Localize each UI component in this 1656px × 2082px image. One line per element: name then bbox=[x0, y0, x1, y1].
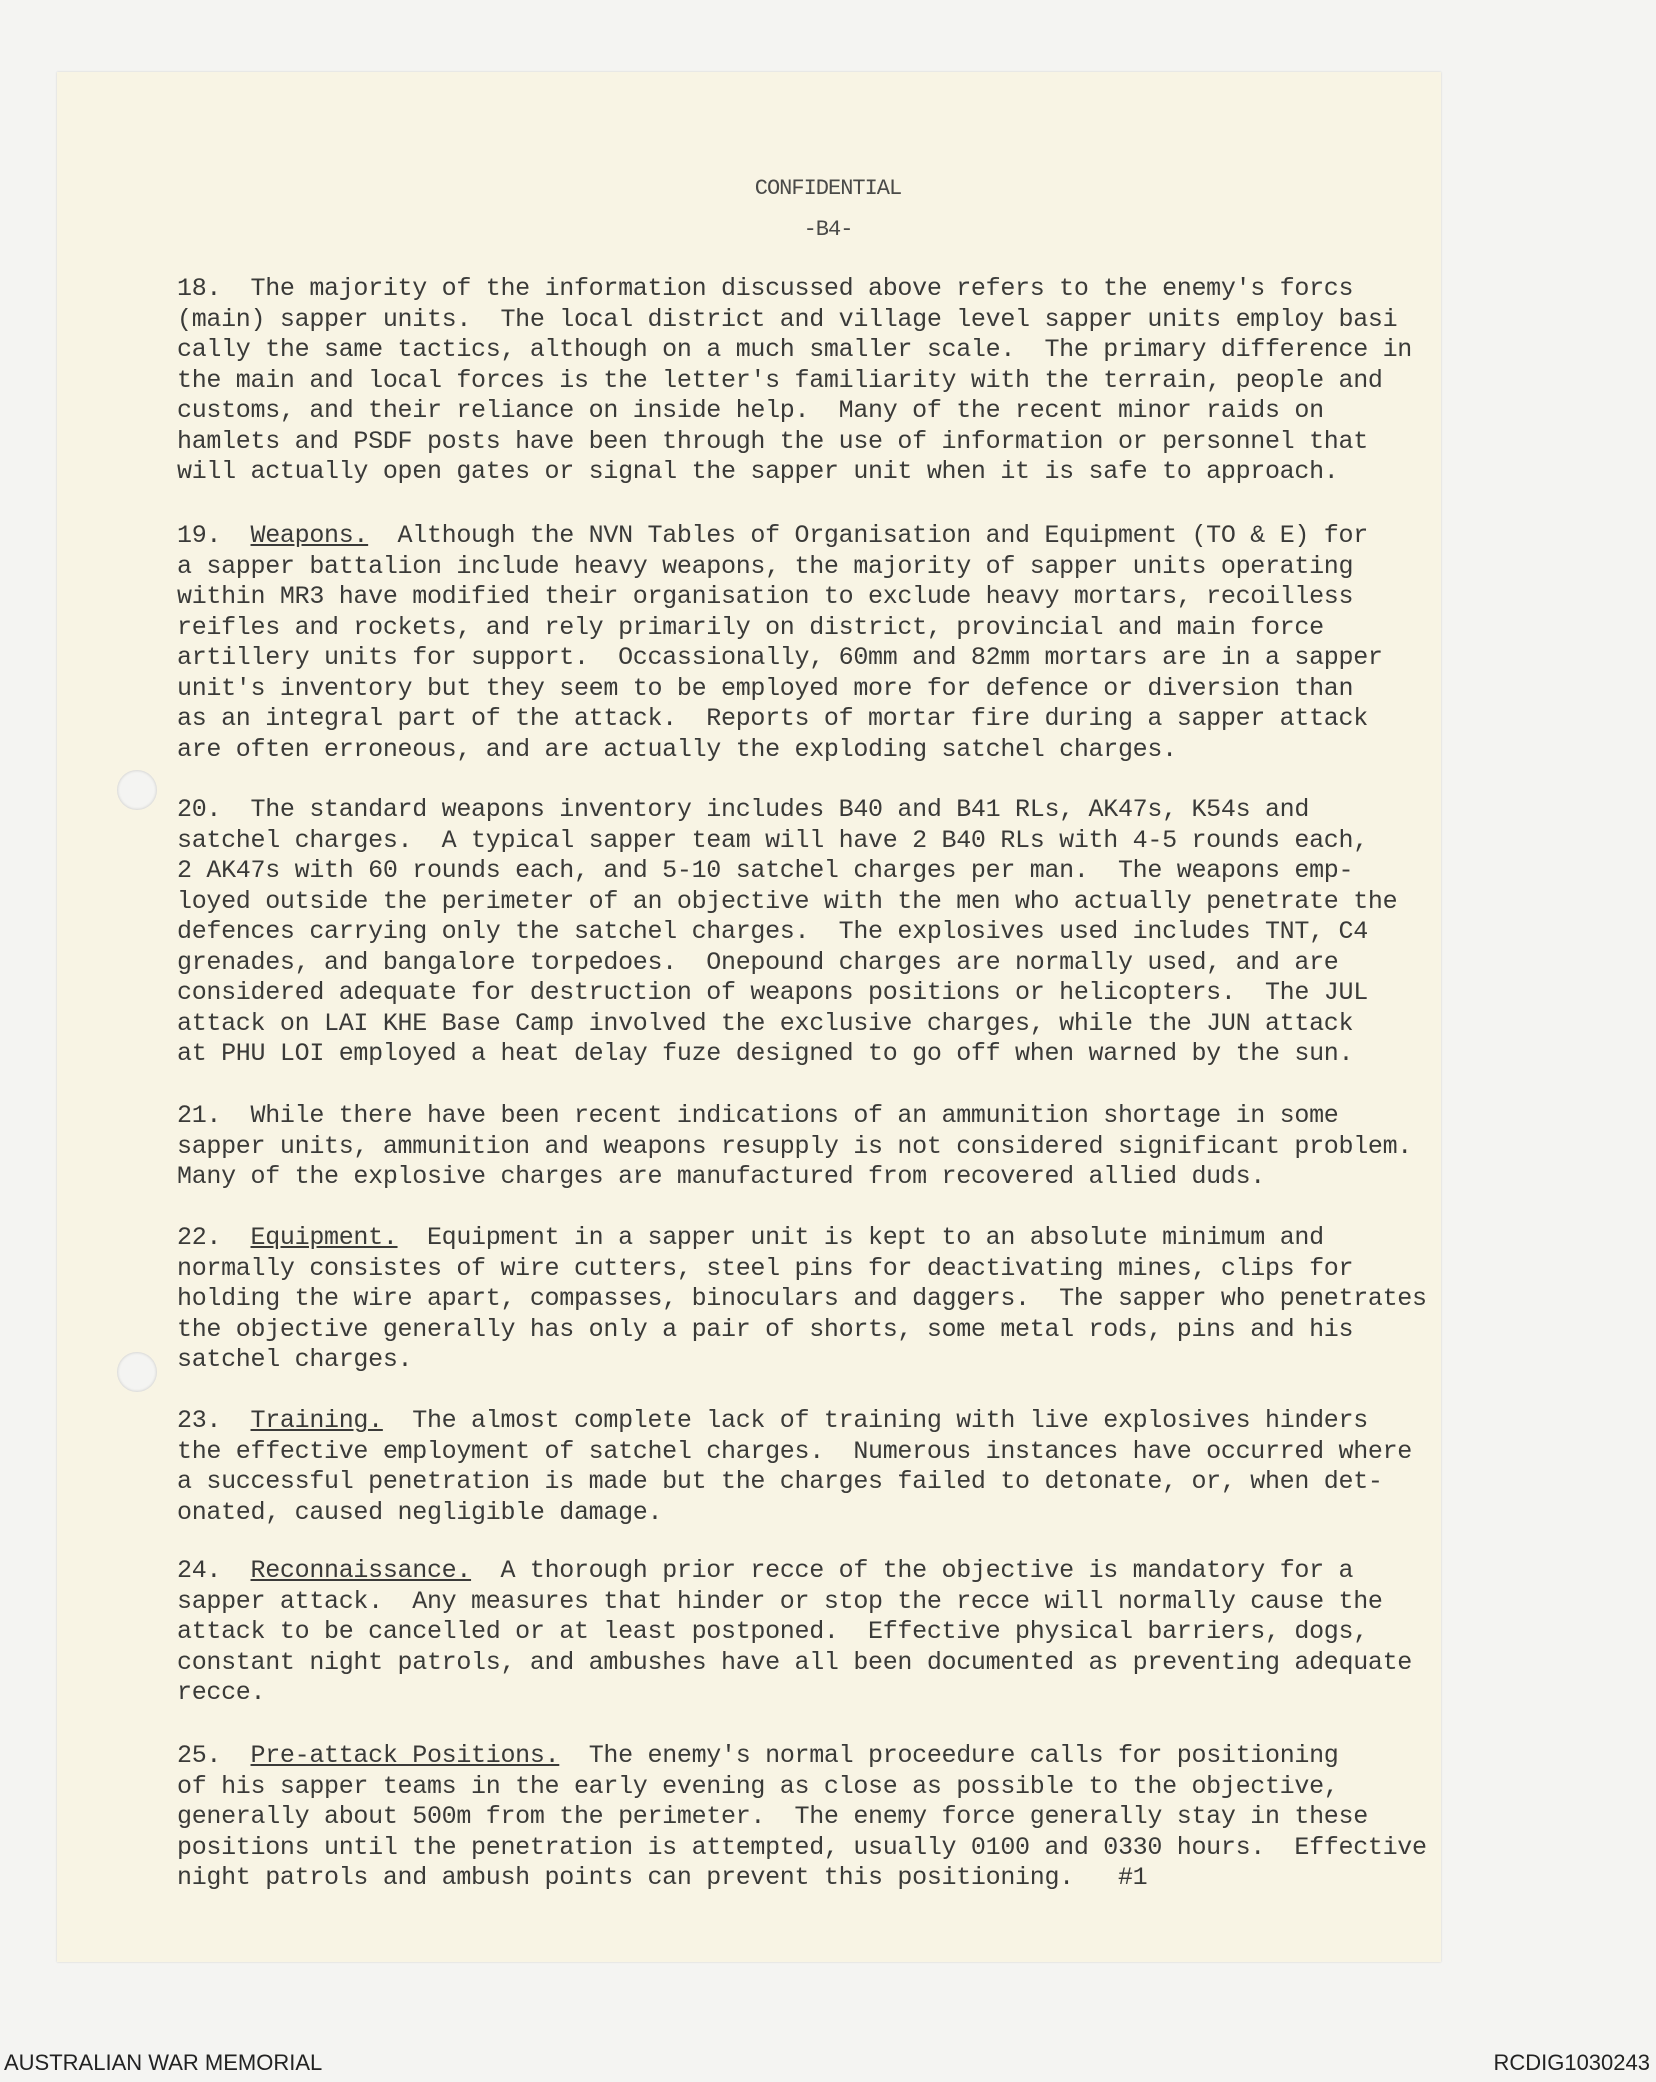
text-line: sapper units, ammunition and weapons resupply is not considered significant problem. bbox=[177, 1131, 1413, 1161]
text-line: defences carrying only the satchel charges. The explosives used includes TNT, C4 bbox=[177, 917, 1368, 946]
text-line: holding the wire apart, compasses, binoculars and daggers. The sapper who penetrates bbox=[177, 1284, 1427, 1313]
text-line: sapper attack. Any measures that hinder or stop the recce will normally cause the bbox=[177, 1586, 1383, 1616]
text-line: a successful penetration is made but the charges failed to detonate, or, when det- bbox=[177, 1467, 1383, 1496]
text-line: attack on LAI KHE Base Camp involved the exclusive charges, while the JUN attack bbox=[177, 1008, 1354, 1038]
line-text: A thorough prior recce of the objective is mandatory for a bbox=[500, 1556, 1354, 1585]
text-line: (main) sapper units. The local district and village level sapper units employ basi bbox=[177, 304, 1398, 334]
line-text: The standard weapons inventory includes B40 and B41 RLs, AK47s, K54s and bbox=[250, 795, 1310, 824]
text-line: as an integral part of the attack. Reports of mortar fire during a sapper attack bbox=[177, 704, 1368, 733]
line-text: The enemy's normal proceedure calls for positioning bbox=[588, 1741, 1339, 1770]
text-line: considered adequate for destruction of weapons positions or helicopters. The JUL bbox=[177, 978, 1368, 1007]
text-line bbox=[177, 274, 1412, 305]
line-text: Although the NVN Tables of Organisation and Equipment (TO & E) for bbox=[397, 521, 1368, 550]
text-line: within MR3 have modified their organisation to exclude heavy mortars, recoilless bbox=[177, 582, 1354, 611]
paragraph-number: 18. bbox=[177, 274, 222, 303]
text-line: generally about 500m from the perimeter. The enemy force generally stay in these bbox=[177, 1802, 1368, 1831]
text-line: Many of the explosive charges are manufactured from recovered allied duds. bbox=[177, 1162, 1265, 1191]
text-line: reifles and rockets, and rely primarily on district, provincial and main force bbox=[177, 612, 1324, 642]
paragraph-number: 25. bbox=[177, 1741, 222, 1770]
paragraph-heading: Equipment. bbox=[250, 1223, 398, 1252]
paragraph-21 bbox=[177, 1101, 1412, 1193]
text-line: of his sapper teams in the early evening as close as possible to the objective, bbox=[177, 1771, 1339, 1801]
paragraph-19 bbox=[177, 521, 1383, 765]
text-line: normally consistes of wire cutters, steel pins for deactivating mines, clips for bbox=[177, 1253, 1354, 1283]
text-line bbox=[177, 521, 1383, 552]
paragraph-24 bbox=[177, 1556, 1412, 1709]
paragraph-heading: Training. bbox=[250, 1406, 383, 1435]
text-line bbox=[177, 1101, 1412, 1132]
line-text: The majority of the information discussed above refers to the enemy's forcs bbox=[250, 274, 1354, 303]
text-line: artillery units for support. Occassionally, 60mm and 82mm mortars are in a sapper bbox=[177, 643, 1383, 672]
paragraph-22 bbox=[177, 1223, 1427, 1376]
text-line: onated, caused negligible damage. bbox=[177, 1497, 663, 1527]
punch-hole bbox=[117, 1352, 157, 1392]
text-line: 2 AK47s with 60 rounds each, and 5-10 satchel charges per man. The weapons emp- bbox=[177, 856, 1354, 885]
text-line: hamlets and PSDF posts have been through the use of information or personnel that bbox=[177, 426, 1368, 456]
paragraph-18 bbox=[177, 274, 1412, 488]
text-line: recce. bbox=[177, 1678, 266, 1707]
text-line: cally the same tactics, although on a much smaller scale. The primary difference in bbox=[177, 335, 1413, 364]
text-line: grenades, and bangalore torpedoes. Onepound charges are normally used, and are bbox=[177, 947, 1339, 977]
text-line: attack to be cancelled or at least postponed. Effective physical barriers, dogs, bbox=[177, 1617, 1368, 1646]
text-line: the main and local forces is the letter's familiarity with the terrain, people and bbox=[177, 365, 1383, 395]
paragraph-heading: Weapons. bbox=[250, 521, 369, 550]
footer-id: RCDIG1030243 bbox=[1493, 2050, 1650, 2075]
classification-header: CONFIDENTIAL bbox=[754, 176, 902, 201]
text-line: the objective generally has only a pair of shorts, some metal rods, pins and his bbox=[177, 1314, 1354, 1344]
text-line: unit's inventory but they seem to be employed more for defence or diversion than bbox=[177, 673, 1354, 703]
paragraph-number: 23. bbox=[177, 1406, 222, 1435]
paragraph-20 bbox=[177, 795, 1397, 1070]
text-line: satchel charges. A typical sapper team will have 2 B40 RLs with 4-5 rounds each, bbox=[177, 825, 1368, 855]
text-line: at PHU LOI employed a heat delay fuze designed to go off when warned by the sun. bbox=[177, 1039, 1354, 1068]
text-line bbox=[177, 1556, 1412, 1587]
text-line: loyed outside the perimeter of an objective with the men who actually penetrate the bbox=[177, 886, 1398, 916]
text-line: the effective employment of satchel charges. Numerous instances have occurred where bbox=[177, 1436, 1413, 1466]
page-number: -B4- bbox=[803, 217, 853, 242]
text-line: night patrols and ambush points can prevent this positioning. #1 bbox=[177, 1863, 1148, 1892]
text-line bbox=[177, 795, 1397, 826]
line-text: While there have been recent indications of an ammunition shortage in some bbox=[250, 1101, 1339, 1130]
text-line: positions until the penetration is attempted, usually 0100 and 0330 hours. Effective bbox=[177, 1832, 1427, 1862]
paragraph-number: 21. bbox=[177, 1101, 222, 1130]
paragraph-23 bbox=[177, 1406, 1412, 1528]
punch-hole bbox=[117, 770, 157, 810]
text-line bbox=[177, 1406, 1412, 1437]
paragraph-heading: Reconnaissance. bbox=[250, 1556, 472, 1585]
line-text: The almost complete lack of training with live explosives hinders bbox=[412, 1406, 1368, 1435]
paragraph-number: 20. bbox=[177, 795, 222, 824]
text-line: a sapper battalion include heavy weapons, the majority of sapper units operating bbox=[177, 551, 1354, 581]
text-line: constant night patrols, and ambushes have all been documented as preventing adequate bbox=[177, 1647, 1413, 1677]
line-text: Equipment in a sapper unit is kept to an absolute minimum and bbox=[426, 1223, 1324, 1252]
text-line bbox=[177, 1741, 1427, 1772]
paragraph-25 bbox=[177, 1741, 1427, 1894]
text-line: customs, and their reliance on inside help. Many of the recent minor raids on bbox=[177, 396, 1324, 425]
paragraph-number: 22. bbox=[177, 1223, 222, 1252]
footer-source: AUSTRALIAN WAR MEMORIAL bbox=[4, 2050, 323, 2075]
paragraph-heading: Pre-attack Positions. bbox=[250, 1741, 560, 1770]
text-line: satchel charges. bbox=[177, 1345, 413, 1374]
paragraph-number: 19. bbox=[177, 521, 222, 550]
text-line bbox=[177, 1223, 1427, 1254]
text-line: are often erroneous, and are actually the exploding satchel charges. bbox=[177, 734, 1177, 764]
paragraph-number: 24. bbox=[177, 1556, 222, 1585]
text-line: will actually open gates or signal the sapper unit when it is safe to approach. bbox=[177, 457, 1339, 486]
